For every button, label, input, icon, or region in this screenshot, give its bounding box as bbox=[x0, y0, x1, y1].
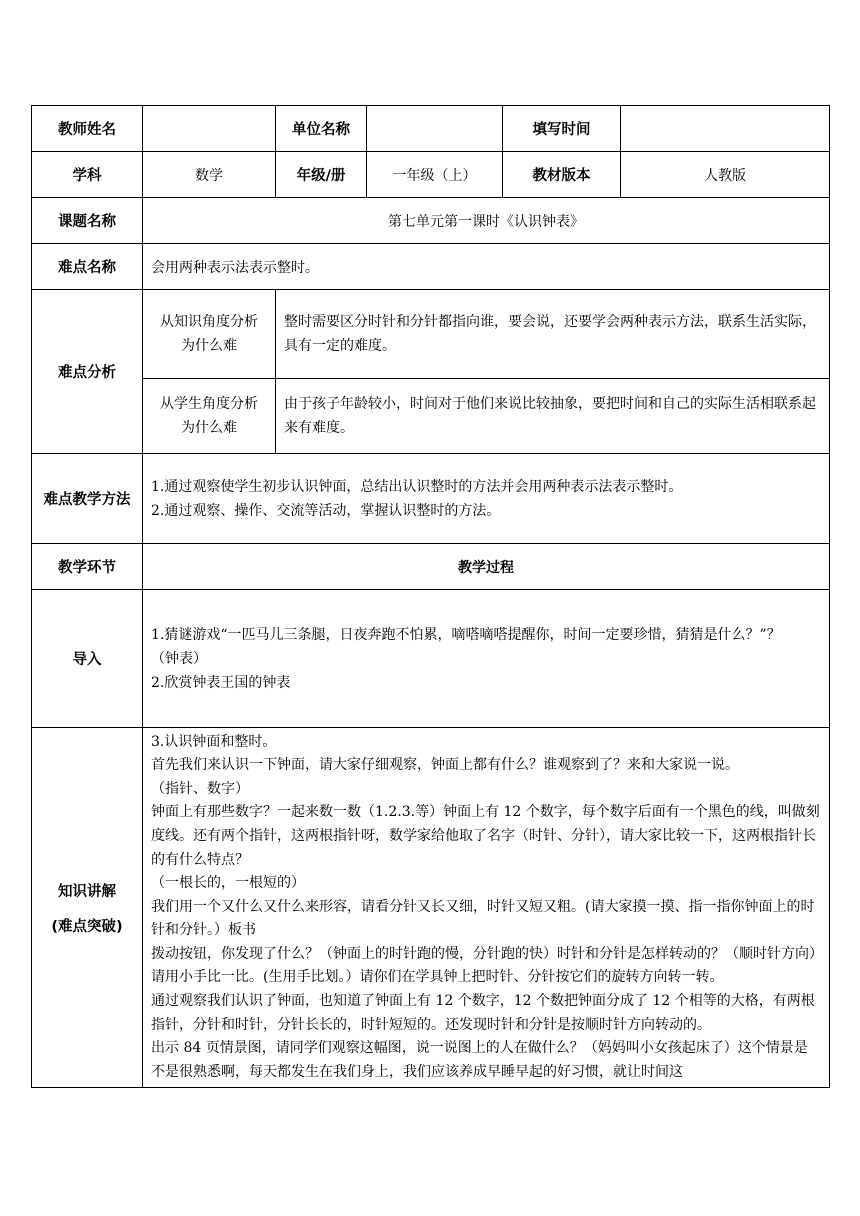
analysis-label: 难点分析 bbox=[32, 290, 143, 454]
knowledge-section-label bbox=[32, 728, 143, 1088]
row-subject-info bbox=[32, 152, 830, 198]
student-angle-label-line2: 为什么难 bbox=[181, 420, 237, 436]
fill-date-label: 填写时间 bbox=[503, 106, 621, 152]
knowledge-paragraph: （一根长的，一根短的） bbox=[151, 875, 305, 892]
subject-label: 学科 bbox=[32, 152, 143, 198]
knowledge-paragraph: 我们用一个又什么又什么来形容，请看分针又长又细，时针又短又粗。(请大家摸一摸、指一指你钟面上的时针和分针。）板书 bbox=[151, 898, 815, 939]
row-topic bbox=[32, 198, 830, 244]
unit-name-label: 单位名称 bbox=[276, 106, 367, 152]
edition-label: 教材版本 bbox=[503, 152, 621, 198]
grade-value: 一年级（上） bbox=[367, 152, 503, 198]
difficulty-label: 难点名称 bbox=[32, 244, 143, 290]
student-angle-label-line1: 从学生角度分析 bbox=[160, 396, 258, 412]
topic-label: 课题名称 bbox=[32, 198, 143, 244]
knowledge-paragraph: 通过观察我们认识了钟面，也知道了钟面上有 12 个数字，12 个数把钟面分成了 12 个相等的大格，有两根指针，分针和时针，分针长长的，时针短短的。还发现时针和分针是按顺时针方向转动的。 bbox=[151, 993, 815, 1033]
student-angle-text: 由于孩子年龄较小，时间对于他们来说比较抽象，要把时间和自己的实际生活相联系起来有难度。 bbox=[276, 379, 830, 454]
intro-label: 导入 bbox=[32, 590, 143, 728]
method-line-2: 2.通过观察、操作、交流等活动，掌握认识整时的方法。 bbox=[151, 502, 501, 519]
unit-name-value bbox=[367, 106, 503, 152]
row-intro bbox=[32, 590, 830, 728]
row-analysis-knowledge bbox=[32, 290, 830, 379]
knowledge-paragraph: 出示 84 页情景图，请同学们观察这幅图，说一说图上的人在做什么？（妈妈叫小女孩起床了）这个情景是不是很熟悉啊，每天都发生在我们身上，我们应该养成早睡早起的好习惯，就让时间这 bbox=[151, 1040, 808, 1080]
row-process-header bbox=[32, 544, 830, 590]
knowledge-paragraph: （指针、数字） bbox=[151, 780, 249, 797]
knowledge-text bbox=[143, 728, 830, 1088]
knowledge-paragraph: 拨动按钮，你发现了什么？（钟面上的时针跑的慢，分针跑的快）时针和分针是怎样转动的？（顺时针方向）请用小手比一比。(生用手比划。）请你们在学具钟上把时针、分针按它们的旋转方向转一转。 bbox=[151, 945, 816, 986]
knowledge-label-line1: 知识讲解 bbox=[58, 883, 116, 900]
process-header-label: 教学过程 bbox=[143, 544, 830, 590]
knowledge-angle-text: 整时需要区分时针和分针都指向谁，要会说，还要学会两种表示方法，联系生活实际，具有一定的难度。 bbox=[276, 290, 830, 379]
intro-line-3: 2.欣赏钟表王国的钟表 bbox=[151, 674, 291, 691]
row-method bbox=[32, 454, 830, 544]
stage-header-label: 教学环节 bbox=[32, 544, 143, 590]
method-label: 难点教学方法 bbox=[32, 454, 143, 544]
method-text bbox=[143, 454, 830, 544]
knowledge-paragraph: 首先我们来认识一下钟面，请大家仔细观察，钟面上都有什么？谁观察到了？来和大家说一说。 bbox=[151, 757, 739, 774]
difficulty-value: 会用两种表示法表示整时。 bbox=[143, 244, 830, 290]
edition-value: 人教版 bbox=[621, 152, 830, 198]
row-analysis-student bbox=[32, 379, 830, 454]
knowledge-angle-label-line2: 为什么难 bbox=[181, 338, 237, 354]
teacher-name-label: 教师姓名 bbox=[32, 106, 143, 152]
knowledge-paragraph: 3.认识钟面和整时。 bbox=[151, 733, 277, 750]
row-teacher-info bbox=[32, 106, 830, 152]
knowledge-paragraph: 钟面上有那些数字？一起来数一数（1.2.3.等）钟面上有 12 个数字，每个数字后面有一个黑色的线，叫做刻度线。还有两个指针，这两根指针呀，数学家给他取了名字（时针、分针），请大家比较一下，这两根指针长的有什么特点？ bbox=[151, 804, 820, 868]
lesson-plan-table bbox=[31, 105, 830, 1088]
method-line-1: 1.通过观察使学生初步认识钟面，总结出认识整时的方法并会用两种表示法表示整时。 bbox=[151, 478, 683, 495]
row-difficulty bbox=[32, 244, 830, 290]
knowledge-label-line2: (难点突破) bbox=[51, 918, 123, 935]
row-knowledge bbox=[32, 728, 830, 1088]
fill-date-value bbox=[621, 106, 830, 152]
intro-line-1: 1.猜谜游戏“一匹马儿三条腿，日夜奔跑不怕累，嘀嗒嘀嗒提醒你，时间一定要珍惜，猜猜是什么？”？ bbox=[151, 626, 781, 643]
teacher-name-value bbox=[143, 106, 276, 152]
subject-value: 数学 bbox=[143, 152, 276, 198]
knowledge-angle-label-line1: 从知识角度分析 bbox=[160, 314, 258, 330]
intro-text bbox=[143, 590, 830, 728]
intro-line-2: （钟表） bbox=[151, 650, 207, 667]
student-angle-label bbox=[143, 379, 276, 454]
topic-value: 第七单元第一课时《认识钟表》 bbox=[143, 198, 830, 244]
knowledge-angle-label bbox=[143, 290, 276, 379]
grade-label: 年级/册 bbox=[276, 152, 367, 198]
